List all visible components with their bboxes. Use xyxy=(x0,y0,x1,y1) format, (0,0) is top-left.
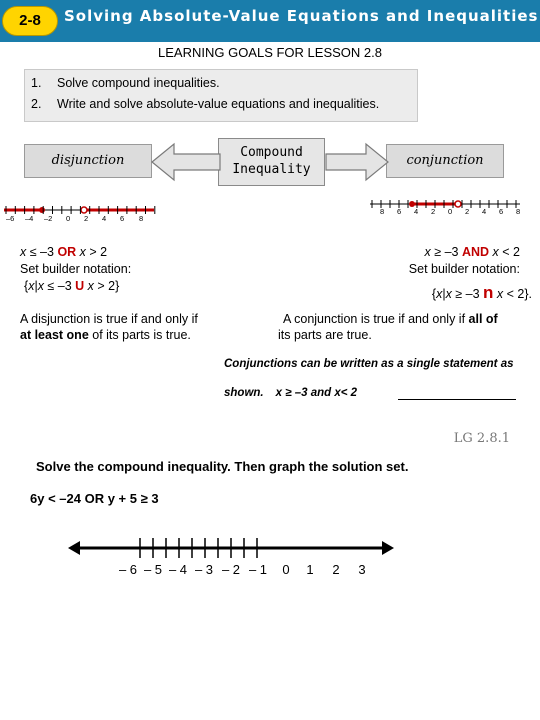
disjunction-set xyxy=(24,279,119,293)
disjunction-number-line-labels xyxy=(6,214,156,224)
conjunction-definition-line2: its parts are true. xyxy=(278,328,372,342)
learning-goals-box xyxy=(24,69,418,122)
disjunction-example xyxy=(20,245,107,259)
var-x: x xyxy=(84,279,94,293)
tick-label: 4 xyxy=(482,207,487,216)
expr-part: { xyxy=(24,279,29,293)
goal-item xyxy=(31,76,220,90)
text-part: A conjunction is true if and only if xyxy=(283,312,469,326)
conjunction-sbn-label: Set builder notation: xyxy=(408,262,520,276)
tick-label: – 6 xyxy=(118,562,138,577)
page-title: Solving Absolute-Value Equations and Inequalities xyxy=(64,7,539,25)
goal-text: Write and solve absolute-value equations and inequalities. xyxy=(57,97,380,111)
lesson-badge xyxy=(2,6,58,36)
bold-phrase: all of xyxy=(468,312,498,326)
tick-label: 4 xyxy=(102,214,107,223)
var-x: x xyxy=(445,287,452,301)
instruction-text: Solve the compound inequality. Then graph the solution set. xyxy=(36,459,409,474)
right-arrow-icon xyxy=(324,140,390,184)
expr-part: ≥ –3 xyxy=(430,245,462,259)
var-x: x xyxy=(76,245,86,259)
disjunction-definition-line2 xyxy=(20,328,191,342)
disjunction-definition-line1: A disjunction is true if and only if xyxy=(20,312,198,326)
tick-label: 8 xyxy=(380,207,385,216)
tick-label: 0 xyxy=(282,562,290,577)
tick-label: – 2 xyxy=(221,562,241,577)
var-x: x xyxy=(493,287,504,301)
answer-blank-line xyxy=(398,399,516,400)
intersection-symbol: n xyxy=(483,283,494,302)
expr-part: ≤ –3 xyxy=(26,245,58,259)
conjunction-number-line-labels xyxy=(376,207,526,217)
expr-part: x ≥ –3 and x< 2 xyxy=(275,387,358,399)
conjunction-definition-line1 xyxy=(283,312,498,326)
expr-part: | xyxy=(34,279,38,293)
tick-label: 2 xyxy=(431,207,436,216)
goal-number: 1. xyxy=(31,76,42,90)
conjunction-example xyxy=(425,245,520,259)
disjunction-sbn-label: Set builder notation: xyxy=(20,262,132,276)
tick-label: 6 xyxy=(120,214,125,223)
tick-label: 8 xyxy=(516,207,521,216)
conjunction-note-line2 xyxy=(224,387,357,399)
expr-part: { xyxy=(431,287,437,301)
inequality-label: Inequality xyxy=(232,162,311,177)
tick-label: 1 xyxy=(306,562,314,577)
union-symbol: U xyxy=(75,279,85,293)
expr-part: ≤ –3 xyxy=(43,279,76,293)
goal-item xyxy=(31,97,379,111)
or-keyword: OR xyxy=(57,245,77,259)
goal-text: Solve compound inequalities. xyxy=(57,76,220,90)
tick-label: – 1 xyxy=(248,562,268,577)
tick-label: 3 xyxy=(358,562,366,577)
compound-inequality-box xyxy=(218,138,325,186)
conjunction-box: conjunction xyxy=(386,144,504,178)
and-keyword: AND xyxy=(461,245,490,259)
answer-number-line xyxy=(66,536,396,560)
tick-label: 6 xyxy=(499,207,504,216)
tick-label: 2 xyxy=(465,207,470,216)
text-part: of its parts is true. xyxy=(88,328,191,342)
tick-label: 8 xyxy=(139,214,144,223)
expr-part: | xyxy=(442,287,446,301)
tick-label: –2 xyxy=(44,214,53,223)
problem-text: 6y < –24 OR y + 5 ≥ 3 xyxy=(30,491,159,506)
tick-label: –6 xyxy=(6,214,15,223)
text-part: shown. xyxy=(224,387,264,399)
expr-part: > 2} xyxy=(93,279,120,293)
var-x: x xyxy=(436,287,443,301)
learning-goals-heading: LEARNING GOALS FOR LESSON 2.8 xyxy=(158,45,382,60)
compound-label: Compound xyxy=(240,145,303,160)
tick-label: – 5 xyxy=(143,562,163,577)
lesson-badge-text: 2-8 xyxy=(19,12,41,29)
answer-number-line-labels xyxy=(0,562,540,580)
expr-part: < 2}. xyxy=(503,287,532,301)
bold-phrase: at least one xyxy=(20,328,89,342)
tick-label: – 3 xyxy=(194,562,214,577)
tick-label: 0 xyxy=(448,207,453,216)
lg-tag: LG 2.8.1 xyxy=(453,431,510,446)
tick-label: 2 xyxy=(84,214,89,223)
conjunction-set xyxy=(432,283,532,303)
expr-part: > 2 xyxy=(85,245,108,259)
tick-label: – 4 xyxy=(168,562,188,577)
tick-label: –4 xyxy=(25,214,34,223)
var-x: x xyxy=(424,245,431,259)
tick-label: 2 xyxy=(332,562,340,577)
tick-label: 4 xyxy=(414,207,419,216)
left-arrow-icon xyxy=(150,140,222,184)
goal-number: 2. xyxy=(31,97,42,111)
expr-part: ≥ –3 xyxy=(451,287,484,301)
var-x: x xyxy=(28,279,35,293)
conjunction-note-line1: Conjunctions can be written as a single statement as xyxy=(224,358,514,370)
disjunction-box: disjunction xyxy=(24,144,152,178)
tick-label: 6 xyxy=(397,207,402,216)
tick-label: 0 xyxy=(66,214,71,223)
expr-part: < 2 xyxy=(498,245,520,259)
var-x: x xyxy=(37,279,44,293)
var-x: x xyxy=(20,245,27,259)
var-x: x xyxy=(489,245,499,259)
